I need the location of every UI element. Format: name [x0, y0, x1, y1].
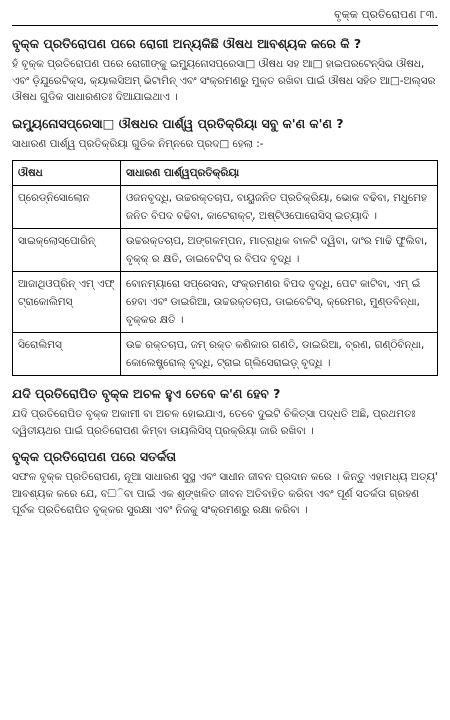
section-heading-other-medicines: ବୃକ୍କ ପ୍ରତିରୋପଣ ପରେ ରୋଗୀ ଅନ୍ୟକିଛି ଔଷଧ ଆବଶ୍ୟକ କରେ କି ?	[12, 36, 362, 51]
section-heading-transplant-failure: ଯଦି ପ୍ରତିରୋପିତ ବୃକ୍କ ଅଚଳ ହୁଏ ତେବେ କ'ଣ ହେବ ?	[12, 386, 281, 401]
section-body-transplant-failure: ଯଦି ପ୍ରତିରୋପିତ ବୃକ୍କ ଅକାମୀ ବା ଅଚଳ ହୋଇଯାଏ, ତେବେ ଦୁଇଟି ଚିକିତ୍ସା ପଦ୍ଧତି ଅଛି, ପ୍ରଥମତଃ ଦ୍ୱିତୀୟଥର ପାଇଁ ପ୍ରତିରୋପଣ କିମ୍ବା ଡାୟଲିସିସ୍ ପ୍ରକ୍ରିୟା ଜାରି ରଖିବା ।	[12, 408, 416, 437]
section-heading-side-effects: ଇମ୍ୟୁନୋସପ୍ରେସା□ ଔଷଧର ପାର୍ଶ୍ୱ ପ୍ରତିକ୍ରିୟା ସବୁ କ'ଣ କ'ଣ ?	[12, 115, 344, 131]
table-row	[13, 186, 438, 229]
table-row	[13, 229, 438, 272]
table-cell-side-effects: ବୋନମ୍ୟାରୋ ସପ୍ରେସନ, ସଂକ୍ରମଣର ବିପଦ ବୃଦ୍ଧି, ପେଟ କାଟିବା, ଏମ୍ ଇଁ ହେବା ଏବଂ ଡାଇରିଆ, ଉଚ୍ଚରକ୍ତଚାପ, ଡାଇବେଟିସ୍, କ୍ରେମର, ମୁଣ୍ଡବିନ୍ଧା, ବୃକ୍କର କ୍ଷତି ।	[121, 272, 438, 333]
table-cell-medicine: ସାଇକ୍ଲୋସ୍ପୋରିନ୍	[13, 229, 121, 272]
table-cell-side-effects: ଉଚ୍ଚରକ୍ତଚାପ, ଅଙ୍ଗକମ୍ପନ, ମାତ୍ରାଧିକ ବାଳଟି ଦ୍ୱିବା, ଦାଂର ମାଢି ଫୁଲିବା, ବୃକ୍କ୍ ର କ୍ଷତି, ଡାଇବେଟିସ୍ ର ବିପଦ ବୃଦ୍ଧି ।	[121, 229, 438, 272]
table-cell-side-effects: ଓଜନବୃଦ୍ଧି, ଉଚ୍ଚରକ୍ତଚାପ, ବାୟୁଜନିତ ପ୍ରତିକ୍ରିୟା, ଭୋକ ବଢିବା, ମଧୁମେହ ଜନିତ ବିପଦ ବଢିବା, କାଟେରାକ୍ଟ୍, ଅଷ୍ଟିଓପୋରୋସିସ୍ ଇତ୍ୟାଦି ।	[121, 186, 438, 229]
table-row	[13, 333, 438, 376]
table-cell-medicine: ଆଜାଥିଓପ୍ରିନ୍ ଏମ୍ ଏଫ୍ ଟ୍ରାକୋଲିମସ୍	[13, 272, 121, 333]
section-heading-precautions: ବୃକ୍କ ପ୍ରତିରୋପଣ ପରେ ସତର୍କତା	[12, 449, 177, 464]
table-cell-side-effects: ଉଚ୍ଚ ରକ୍ତଚାପ, ଜମ୍ ରକ୍ତ କଣିକାର ଗଣତି, ଡାଇରିଆ, ବ୍ରଣ, ଗଣ୍ଠିବିନ୍ଧା, କୋଲେଷ୍ଟ୍ରୋଲ୍ ବୃଦ୍ଧି, ଟ୍ରାଇ ଗ୍ଲିସେରାଇଡ଼୍ ବୃଦ୍ଧି ।	[121, 333, 438, 376]
table-header-medicine: ଔଷଧ	[13, 161, 121, 186]
table-row	[13, 272, 438, 333]
side-effects-table	[12, 160, 438, 376]
table-cell-medicine: ସିରୋଲିମସ୍	[13, 333, 121, 376]
table-header-row	[13, 161, 438, 186]
section-body-precautions: ସଫଳ ବୃକ୍କ ପ୍ରତିରୋପଣ, ନୂଆ ସାଧାରଣ ସୁସ୍ଥ ଏବଂ ସାଧୀନ ଜୀବନ ପ୍ରଦାନ କରେ । କିନ୍ତୁ ଏହାମଧ୍ୟ ଅତ୍ୟ' ଆବଶ୍ୟକ କରେ ଯେ, ବ□ିବା ପାଇଁ ଏକ ଶୃଙ୍ଖଳିତ ଜୀବନ ଅତିବାହିତ କରିବା ଏବଂ ପୂର୍ଣ ସତର୍କତା ଗ୍ରହଣ ପୂର୍ବକ ପ୍ରତିରୋପିତ ବୃକ୍କର ସୁରକ୍ଷା ଏବଂ ନିଜକୁ ସଂକ୍ରମଣରୁ ରକ୍ଷା କରିବା ।	[12, 471, 438, 516]
table-cell-medicine: ପ୍ରେଡ୍‌ନିସୋଲୋନ	[13, 186, 121, 229]
section-body-other-medicines: ହଁ ବୃକ୍କ ପ୍ରତିରୋପଣ ପରେ ରୋଗୀଙ୍କୁ ଇମ୍ୟୁନୋସପ୍ରେସା□ ଔଷଧ ସହ ଆ□ ହାଇପରଟେନ୍‌ସିଭ ଔଷଧ, ଏବଂ ଡ଼ିଯୁରେଟିକ୍‌ସ, କ୍ୟାଲସିଅମ୍ ଭିଟାମିନ୍ ଏବଂ ସଂକ୍ରମଣରୁ ମୁକ୍ତ ରଖିବା ପାଇଁ ଔଷଧ ସହିତ ଆ□-ଅଲ୍‌ସର ଔଷଧ ଗୁଡିକ ସାଧାରଣତଃ ଦିଆଯାଇଥାଏ ।	[12, 58, 436, 103]
running-header: ବୃକ୍କ ପ୍ରତିରୋପଣ ୮୩.	[12, 8, 438, 26]
section-body-side-effects: ସାଧାରଣ ପାର୍ଶ୍ୱ ପ୍ରତିକ୍ରିୟା ଗୁଡିକ ନିମ୍ନରେ ପ୍ରଦ□ ହେଲା :-	[12, 137, 264, 150]
table-header-side-effects: ସାଧାରଣ ପାର୍ଶ୍ୱପ୍ରତିକ୍ରିୟା	[121, 161, 438, 186]
